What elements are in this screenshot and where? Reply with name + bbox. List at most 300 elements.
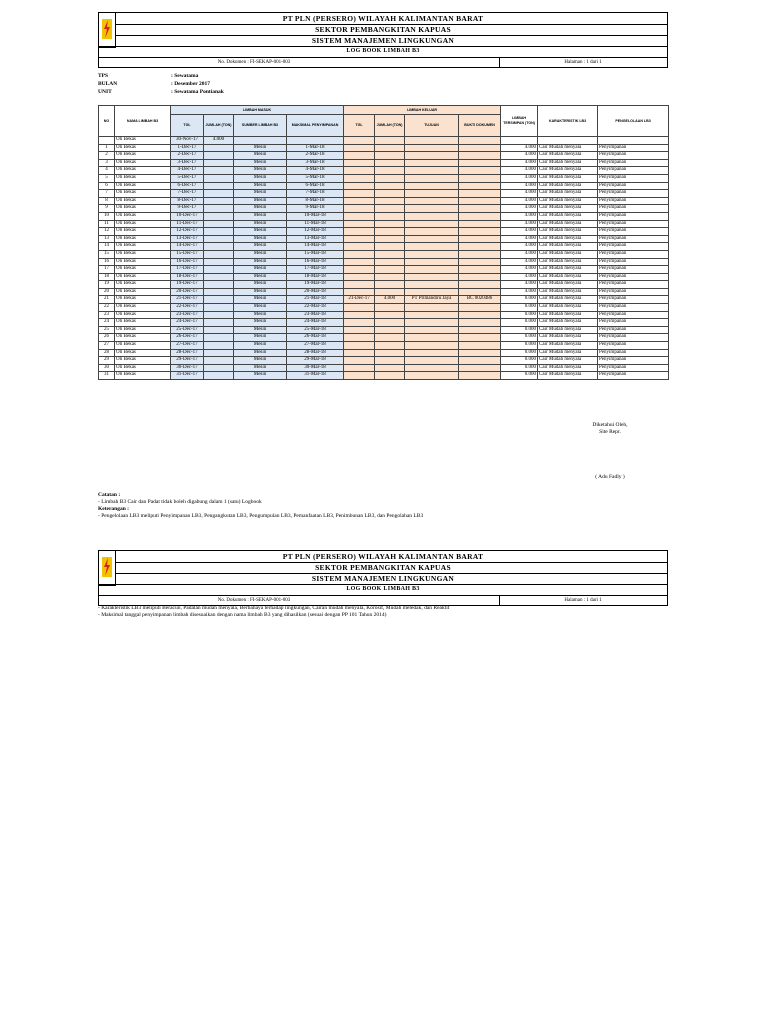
cell-maksimal: 20-Mar-18 xyxy=(287,288,344,296)
cell-bukti xyxy=(459,349,501,357)
cell-pengelolaan: Penyimpanan xyxy=(598,144,669,152)
cell-tgl-keluar xyxy=(344,182,375,190)
cell-karakteristik: Cair Mudah menyala xyxy=(538,273,598,281)
cell-sumber: Mesin xyxy=(234,372,287,380)
cell-jumlah-keluar xyxy=(375,212,405,220)
cell-sumber: Mesin xyxy=(234,159,287,167)
catatan-label: Catatan : xyxy=(98,492,121,498)
cell-tersimpan: 4.000 xyxy=(501,190,538,198)
cell-no: 7 xyxy=(99,190,115,198)
cell-no: 13 xyxy=(99,235,115,243)
cell-tgl-keluar xyxy=(344,311,375,319)
cell-jumlah-keluar xyxy=(375,342,405,350)
cell-karakteristik: Cair Mudah menyala xyxy=(538,311,598,319)
cell-tgl-keluar xyxy=(344,266,375,274)
info-values xyxy=(171,72,321,96)
cell-no: 24 xyxy=(99,319,115,327)
cell-jumlah-keluar xyxy=(375,334,405,342)
cell-tujuan xyxy=(405,159,459,167)
cell-maksimal: 1-Mar-18 xyxy=(287,144,344,152)
cell-tujuan xyxy=(405,273,459,281)
cell-jumlah-masuk xyxy=(204,159,234,167)
cell-tgl-masuk: 2-Dec-17 xyxy=(171,152,204,160)
cell-bukti xyxy=(459,159,501,167)
cell-karakteristik: Cair Mudah menyala xyxy=(538,281,598,289)
cell-karakteristik: Cair Mudah menyala xyxy=(538,212,598,220)
cell-tgl-keluar xyxy=(344,364,375,372)
cell-pengelolaan: Penyimpanan xyxy=(598,228,669,236)
cell-jumlah-keluar xyxy=(375,266,405,274)
cell-karakteristik: Cair Mudah menyala xyxy=(538,205,598,213)
table-row xyxy=(99,250,669,258)
cell-karakteristik: Cair Mudah menyala xyxy=(538,174,598,182)
cell-tersimpan: 4.000 xyxy=(501,273,538,281)
table-row xyxy=(99,281,669,289)
cell-jumlah-keluar xyxy=(375,304,405,312)
cell-tgl-masuk: 11-Dec-17 xyxy=(171,220,204,228)
document-header-2 xyxy=(98,550,668,606)
cell-maksimal: 8-Mar-18 xyxy=(287,197,344,205)
unit-value: : Sewatama Pontianak xyxy=(171,89,224,95)
cell-nama: Oli Bekas xyxy=(115,243,171,251)
cell-maksimal: 24-Mar-18 xyxy=(287,319,344,327)
cell-tgl-keluar xyxy=(344,258,375,266)
cell-maksimal: 9-Mar-18 xyxy=(287,205,344,213)
company-name: PT PLN (PERSERO) WILAYAH KALIMANTAN BARAT xyxy=(282,14,484,23)
cell-bukti xyxy=(459,228,501,236)
cell-tgl-masuk: 16-Dec-17 xyxy=(171,258,204,266)
notes-block-2 xyxy=(98,605,668,619)
cell-nama: Oli Bekas xyxy=(115,228,171,236)
cell-tgl-keluar xyxy=(344,228,375,236)
cell-pengelolaan: Penyimpanan xyxy=(598,197,669,205)
cell-pengelolaan: Penyimpanan xyxy=(598,288,669,296)
cell-karakteristik: Cair Mudah menyala xyxy=(538,144,598,152)
cell-tersimpan: 4.000 xyxy=(501,152,538,160)
cell-tujuan xyxy=(405,357,459,365)
cell-tgl-masuk: 20-Dec-17 xyxy=(171,288,204,296)
cell-bukti xyxy=(459,212,501,220)
cell-tgl-masuk: 27-Dec-17 xyxy=(171,342,204,350)
cell-bukti xyxy=(459,372,501,380)
doc-number: No. Dokumen : FI-SEKAP-001-003 xyxy=(217,60,291,65)
cell-pengelolaan: Penyimpanan xyxy=(598,326,669,334)
cell-karakteristik: Cair Mudah menyala xyxy=(538,250,598,258)
cell-tujuan xyxy=(405,342,459,350)
cell-tgl-masuk: 18-Dec-17 xyxy=(171,273,204,281)
cell-sumber: Mesin xyxy=(234,144,287,152)
cell-jumlah-keluar xyxy=(375,349,405,357)
cell-tgl-keluar xyxy=(344,144,375,152)
cell-tersimpan: 4.000 xyxy=(501,212,538,220)
cell-tersimpan: 4.000 xyxy=(501,197,538,205)
cell-jumlah-keluar xyxy=(375,273,405,281)
cell-jumlah-keluar xyxy=(375,228,405,236)
header-maksimal: MAKSIMAL PENYIMPANAN xyxy=(287,115,344,137)
cell-karakteristik: Cair Mudah menyala xyxy=(538,288,598,296)
unit-label: UNIT xyxy=(98,89,112,95)
cell-tgl-keluar xyxy=(344,174,375,182)
cell-tersimpan: 0.000 xyxy=(501,372,538,380)
cell-maksimal: 12-Mar-18 xyxy=(287,228,344,236)
cell-bukti: BC 0020486 xyxy=(459,296,501,304)
cell-maksimal: 17-Mar-18 xyxy=(287,266,344,274)
cell-no: 6 xyxy=(99,182,115,190)
table-row xyxy=(99,296,669,304)
cell-jumlah-keluar xyxy=(375,288,405,296)
cell-tgl-masuk: 24-Dec-17 xyxy=(171,319,204,327)
cell-tgl-keluar xyxy=(344,205,375,213)
cell-sumber: Mesin xyxy=(234,190,287,198)
keterangan-item-3: - Maksimal tanggal penyimpanan limbah disesuaikan dengan nama limbah B3 yang dihasilkan (sesuai dengan PP 101 Tahun 2014) xyxy=(98,612,387,618)
cell-no: 4 xyxy=(99,167,115,175)
sector-name: SEKTOR PEMBANGKITAN KAPUAS xyxy=(315,25,451,34)
cell-tujuan xyxy=(405,288,459,296)
cell-jumlah-masuk xyxy=(204,258,234,266)
cell-jumlah-keluar xyxy=(375,220,405,228)
cell-sumber: Mesin xyxy=(234,288,287,296)
table-row xyxy=(99,243,669,251)
cell-nama: Oli Bekas xyxy=(115,281,171,289)
cell-no: 10 xyxy=(99,212,115,220)
cell-karakteristik: Cair Mudah menyala xyxy=(538,349,598,357)
cell-no: 16 xyxy=(99,258,115,266)
cell-pengelolaan: Penyimpanan xyxy=(598,266,669,274)
cell-no: 25 xyxy=(99,326,115,334)
cell-tgl-masuk: 31-Dec-17 xyxy=(171,372,204,380)
cell-bukti xyxy=(459,205,501,213)
info-labels xyxy=(98,72,158,96)
cell-tujuan xyxy=(405,228,459,236)
cell-tersimpan: 0.000 xyxy=(501,319,538,327)
cell-no: 11 xyxy=(99,220,115,228)
header-karakteristik: KARAKTERISTIK LB3 xyxy=(538,106,598,137)
cell-nama: Oli Bekas xyxy=(115,357,171,365)
cell-tujuan: PT Primandiru Jaya xyxy=(405,296,459,304)
cell-sumber xyxy=(234,137,287,145)
cell-jumlah-masuk xyxy=(204,349,234,357)
notes-block xyxy=(98,492,668,520)
cell-pengelolaan: Penyimpanan xyxy=(598,212,669,220)
cell-bukti xyxy=(459,250,501,258)
cell-pengelolaan: Penyimpanan xyxy=(598,364,669,372)
log-table xyxy=(98,105,669,380)
cell-bukti xyxy=(459,311,501,319)
cell-jumlah-masuk xyxy=(204,319,234,327)
cell-tgl-masuk: 3-Dec-17 xyxy=(171,159,204,167)
cell-sumber: Mesin xyxy=(234,152,287,160)
cell-no: 29 xyxy=(99,357,115,365)
cell-nama: Oli Bekas xyxy=(115,319,171,327)
header-limbah-tersimpan: LIMBAH TERSIMPAN (TON) xyxy=(501,106,538,137)
cell-maksimal: 16-Mar-18 xyxy=(287,258,344,266)
cell-tgl-masuk: 28-Dec-17 xyxy=(171,349,204,357)
cell-jumlah-masuk xyxy=(204,190,234,198)
tps-label: TPS xyxy=(98,73,109,79)
cell-nama: Oli Bekas xyxy=(115,174,171,182)
signature-block xyxy=(570,422,650,436)
cell-pengelolaan: Penyimpanan xyxy=(598,311,669,319)
cell-no: 5 xyxy=(99,174,115,182)
cell-sumber: Mesin xyxy=(234,334,287,342)
table-row xyxy=(99,334,669,342)
cell-maksimal: 3-Mar-18 xyxy=(287,159,344,167)
cell-jumlah-keluar xyxy=(375,243,405,251)
cell-jumlah-masuk xyxy=(204,235,234,243)
cell-tersimpan: 0.000 xyxy=(501,326,538,334)
cell-pengelolaan: Penyimpanan xyxy=(598,205,669,213)
cell-nama: Oli Bekas xyxy=(115,220,171,228)
cell-sumber: Mesin xyxy=(234,235,287,243)
cell-tgl-keluar xyxy=(344,212,375,220)
cell-jumlah-masuk xyxy=(204,167,234,175)
catatan-item-1: - Limbah B3 Cair dan Padat tidak boleh digabung dalam 1 (satu) Logbook xyxy=(98,499,262,505)
cell-tgl-keluar xyxy=(344,159,375,167)
cell-pengelolaan: Penyimpanan xyxy=(598,182,669,190)
cell-nama: Oli Bekas xyxy=(115,205,171,213)
cell-karakteristik: Cair Mudah menyala xyxy=(538,342,598,350)
cell-tujuan xyxy=(405,250,459,258)
cell-maksimal: 18-Mar-18 xyxy=(287,273,344,281)
table-row xyxy=(99,190,669,198)
cell-sumber: Mesin xyxy=(234,250,287,258)
cell-karakteristik: Cair Mudah menyala xyxy=(538,197,598,205)
cell-no: 21 xyxy=(99,296,115,304)
cell-nama: Oli Bekas xyxy=(115,364,171,372)
cell-jumlah-keluar xyxy=(375,152,405,160)
cell-pengelolaan: Penyimpanan xyxy=(598,250,669,258)
cell-maksimal: 13-Mar-18 xyxy=(287,235,344,243)
cell-jumlah-masuk xyxy=(204,250,234,258)
cell-no: 28 xyxy=(99,349,115,357)
header-bukti-dokumen: BUKTI DOKUMEN xyxy=(459,115,501,137)
cell-jumlah-masuk xyxy=(204,197,234,205)
cell-tersimpan: 4.000 xyxy=(501,220,538,228)
cell-jumlah-masuk xyxy=(204,281,234,289)
cell-maksimal: 4-Mar-18 xyxy=(287,167,344,175)
cell-maksimal: 28-Mar-18 xyxy=(287,349,344,357)
cell-tujuan xyxy=(405,334,459,342)
cell-tgl-keluar xyxy=(344,273,375,281)
cell-tgl-keluar xyxy=(344,334,375,342)
cell-no: 15 xyxy=(99,250,115,258)
cell-karakteristik xyxy=(538,137,598,145)
cell-no: 8 xyxy=(99,197,115,205)
cell-nama: Oli Bekas xyxy=(115,235,171,243)
cell-jumlah-masuk xyxy=(204,304,234,312)
cell-jumlah-keluar xyxy=(375,250,405,258)
cell-tgl-masuk: 10-Dec-17 xyxy=(171,212,204,220)
cell-tersimpan: 0.000 xyxy=(501,364,538,372)
cell-karakteristik: Cair Mudah menyala xyxy=(538,266,598,274)
cell-tgl-masuk: 19-Dec-17 xyxy=(171,281,204,289)
cell-jumlah-masuk xyxy=(204,144,234,152)
table-row xyxy=(99,364,669,372)
cell-tujuan xyxy=(405,182,459,190)
cell-bukti xyxy=(459,144,501,152)
cell-no: 26 xyxy=(99,334,115,342)
cell-tujuan xyxy=(405,220,459,228)
cell-tersimpan: 0.000 xyxy=(501,357,538,365)
cell-sumber: Mesin xyxy=(234,182,287,190)
header-no: NO xyxy=(99,106,115,137)
cell-jumlah-masuk xyxy=(204,364,234,372)
cell-bukti xyxy=(459,334,501,342)
cell-karakteristik: Cair Mudah menyala xyxy=(538,220,598,228)
cell-tujuan xyxy=(405,235,459,243)
cell-pengelolaan: Penyimpanan xyxy=(598,334,669,342)
cell-tujuan xyxy=(405,258,459,266)
header-sumber: SUMBER LIMBAH B3 xyxy=(234,115,287,137)
cell-nama: Oli Bekas xyxy=(115,326,171,334)
table-row xyxy=(99,137,669,145)
cell-maksimal: 22-Mar-18 xyxy=(287,304,344,312)
cell-no: 18 xyxy=(99,273,115,281)
cell-no: 27 xyxy=(99,342,115,350)
cell-nama: Oli Bekas xyxy=(115,273,171,281)
cell-maksimal: 11-Mar-18 xyxy=(287,220,344,228)
cell-maksimal: 21-Mar-18 xyxy=(287,296,344,304)
cell-no: 30 xyxy=(99,364,115,372)
cell-jumlah-keluar xyxy=(375,311,405,319)
cell-sumber: Mesin xyxy=(234,304,287,312)
cell-bukti xyxy=(459,220,501,228)
cell-jumlah-keluar xyxy=(375,205,405,213)
cell-tersimpan: 4.000 xyxy=(501,159,538,167)
cell-maksimal: 19-Mar-18 xyxy=(287,281,344,289)
cell-pengelolaan: Penyimpanan xyxy=(598,342,669,350)
cell-tersimpan: 0.000 xyxy=(501,304,538,312)
cell-jumlah-masuk xyxy=(204,334,234,342)
cell-tgl-masuk: 30-Dec-17 xyxy=(171,364,204,372)
system-name: SISTEM MANAJEMEN LINGKUNGAN xyxy=(311,36,455,45)
tps-value: : Sewatama xyxy=(171,73,199,79)
table-row xyxy=(99,357,669,365)
cell-no: 14 xyxy=(99,243,115,251)
cell-tgl-keluar xyxy=(344,304,375,312)
cell-tujuan xyxy=(405,311,459,319)
cell-pengelolaan: Penyimpanan xyxy=(598,349,669,357)
cell-tgl-keluar xyxy=(344,190,375,198)
cell-jumlah-masuk: 4.000 xyxy=(204,137,234,145)
table-row xyxy=(99,159,669,167)
table-row xyxy=(99,311,669,319)
cell-sumber: Mesin xyxy=(234,212,287,220)
cell-bukti xyxy=(459,174,501,182)
table-row xyxy=(99,182,669,190)
table-row xyxy=(99,205,669,213)
cell-jumlah-masuk xyxy=(204,296,234,304)
cell-nama: Oli Bekas xyxy=(115,266,171,274)
cell-jumlah-masuk xyxy=(204,212,234,220)
cell-karakteristik: Cair Mudah menyala xyxy=(538,182,598,190)
header-tgl-keluar: TGL xyxy=(344,115,375,137)
table-row xyxy=(99,342,669,350)
cell-pengelolaan: Penyimpanan xyxy=(598,304,669,312)
cell-pengelolaan: Penyimpanan xyxy=(598,357,669,365)
cell-bukti xyxy=(459,319,501,327)
cell-tersimpan: 4.000 xyxy=(501,281,538,289)
cell-tersimpan: 4.000 xyxy=(501,174,538,182)
cell-tersimpan: 4.000 xyxy=(501,243,538,251)
keterangan-item-2: - Karakteristik LB3 meliputi Beracun, Padatan mudah menyala, Berbahaya terhadap lingkungan, Cairan mudah menyala, Korosif, Mudah meledak, dan Reaktif xyxy=(98,605,450,611)
cell-maksimal: 29-Mar-18 xyxy=(287,357,344,365)
table-row xyxy=(99,288,669,296)
cell-karakteristik: Cair Mudah menyala xyxy=(538,167,598,175)
cell-tgl-masuk: 1-Dec-17 xyxy=(171,144,204,152)
cell-tersimpan: 4.000 xyxy=(501,167,538,175)
cell-jumlah-keluar xyxy=(375,174,405,182)
cell-tgl-masuk: 7-Dec-17 xyxy=(171,190,204,198)
cell-tgl-masuk: 21-Dec-17 xyxy=(171,296,204,304)
cell-jumlah-keluar xyxy=(375,190,405,198)
cell-jumlah-masuk xyxy=(204,326,234,334)
table-row xyxy=(99,144,669,152)
cell-tgl-keluar xyxy=(344,167,375,175)
cell-no: 3 xyxy=(99,159,115,167)
cell-tersimpan xyxy=(501,137,538,145)
keterangan-item-1: - Pengelolaan LB3 meliputi Penyimpanan LB3, Pengangkutan LB3, Pengumpulan LB3, Pemanfaatan LB3, Penimbunan LB3, dan Pengolahan LB3 xyxy=(98,513,424,519)
cell-tgl-keluar xyxy=(344,137,375,145)
cell-maksimal: 5-Mar-18 xyxy=(287,174,344,182)
document-title: LOG BOOK LIMBAH B3 xyxy=(346,48,420,54)
cell-nama: Oli Bekas xyxy=(115,144,171,152)
table-row xyxy=(99,273,669,281)
cell-karakteristik: Cair Mudah menyala xyxy=(538,243,598,251)
cell-sumber: Mesin xyxy=(234,349,287,357)
cell-jumlah-keluar xyxy=(375,235,405,243)
cell-pengelolaan: Penyimpanan xyxy=(598,152,669,160)
cell-maksimal: 27-Mar-18 xyxy=(287,342,344,350)
cell-jumlah-keluar xyxy=(375,281,405,289)
cell-jumlah-masuk xyxy=(204,372,234,380)
cell-tujuan xyxy=(405,197,459,205)
cell-tersimpan: 4.000 xyxy=(501,182,538,190)
cell-sumber: Mesin xyxy=(234,205,287,213)
cell-tersimpan: 0.000 xyxy=(501,311,538,319)
cell-tgl-masuk: 26-Dec-17 xyxy=(171,334,204,342)
cell-karakteristik: Cair Mudah menyala xyxy=(538,190,598,198)
cell-nama: Oli Bekas xyxy=(115,137,171,145)
cell-tersimpan: 4.000 xyxy=(501,144,538,152)
cell-jumlah-masuk xyxy=(204,174,234,182)
table-row xyxy=(99,174,669,182)
table-row xyxy=(99,258,669,266)
cell-tersimpan: 4.000 xyxy=(501,250,538,258)
cell-tersimpan: 0.000 xyxy=(501,334,538,342)
cell-bukti xyxy=(459,235,501,243)
table-row xyxy=(99,228,669,236)
cell-tgl-keluar xyxy=(344,250,375,258)
cell-jumlah-masuk xyxy=(204,273,234,281)
cell-tgl-keluar: 21-Dec-17 xyxy=(344,296,375,304)
cell-sumber: Mesin xyxy=(234,197,287,205)
signature-line-2: Site Repr. xyxy=(599,429,621,435)
cell-sumber: Mesin xyxy=(234,296,287,304)
cell-maksimal: 25-Mar-18 xyxy=(287,326,344,334)
cell-no: 1 xyxy=(99,144,115,152)
cell-tujuan xyxy=(405,212,459,220)
cell-tujuan xyxy=(405,364,459,372)
cell-jumlah-masuk xyxy=(204,288,234,296)
cell-pengelolaan: Penyimpanan xyxy=(598,243,669,251)
cell-karakteristik: Cair Mudah menyala xyxy=(538,319,598,327)
cell-tgl-keluar xyxy=(344,326,375,334)
cell-jumlah-keluar xyxy=(375,137,405,145)
cell-bukti xyxy=(459,304,501,312)
cell-tersimpan: 0.000 xyxy=(501,342,538,350)
cell-bukti xyxy=(459,281,501,289)
